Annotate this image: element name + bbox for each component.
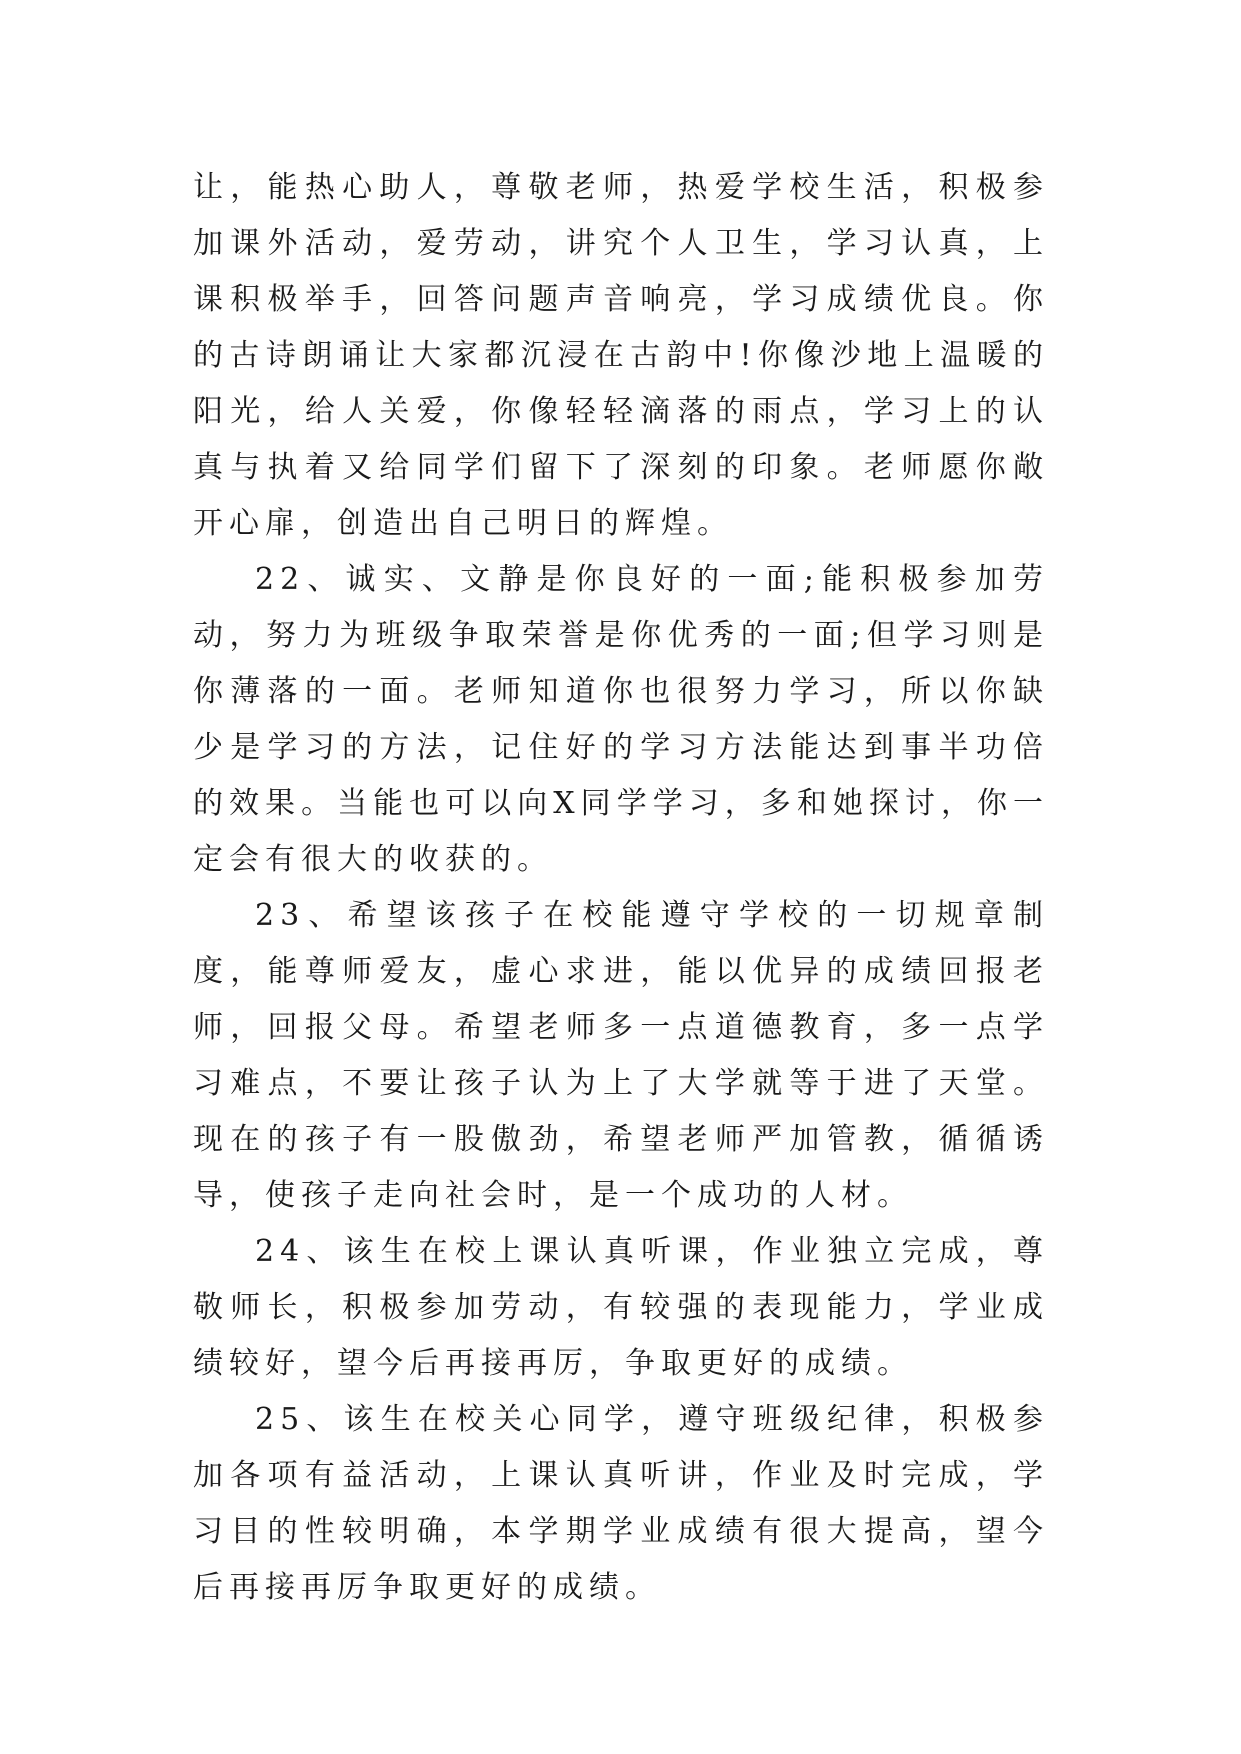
document-body [193, 160, 1049, 1616]
paragraph-item-23: 23、希望该孩子在校能遵守学校的一切规章制度，能尊师爱友，虚心求进，能以优异的成绩回报老师，回报父母。希望老师多一点道德教育，多一点学习难点，不要让孩子认为上了大学就等于进了天堂。现在的孩子有一股傲劲，希望老师严加管教，循循诱导，使孩子走向社会时，是一个成功的人材。 [193, 898, 1049, 1213]
paragraph-item-22: 22、诚实、文静是你良好的一面;能积极参加劳动，努力为班级争取荣誉是你优秀的一面;但学习则是你薄落的一面。老师知道你也很努力学习，所以你缺少是学习的方法，记住好的学习方法能达到事半功倍的效果。当能也可以向X同学学习，多和她探讨，你一定会有很大的收获的。 [193, 562, 1049, 877]
paragraph-item-25: 25、该生在校关心同学，遵守班级纪律，积极参加各项有益活动，上课认真听讲，作业及时完成，学习目的性较明确，本学期学业成绩有很大提高，望今后再接再厉争取更好的成绩。 [193, 1402, 1049, 1605]
paragraph-continuation: 让，能热心助人，尊敬老师，热爱学校生活，积极参加课外活动，爱劳动，讲究个人卫生，学习认真，上课积极举手，回答问题声音响亮，学习成绩优良。你的古诗朗诵让大家都沉浸在古韵中!你像沙地上温暖的阳光，给人关爱，你像轻轻滴落的雨点，学习上的认真与执着又给同学们留下了深刻的印象。老师愿你敞开心扉，创造出自己明日的辉煌。 [193, 170, 1049, 541]
paragraph-item-24: 24、该生在校上课认真听课，作业独立完成，尊敬师长，积极参加劳动，有较强的表现能力，学业成绩较好，望今后再接再厉，争取更好的成绩。 [193, 1234, 1049, 1381]
